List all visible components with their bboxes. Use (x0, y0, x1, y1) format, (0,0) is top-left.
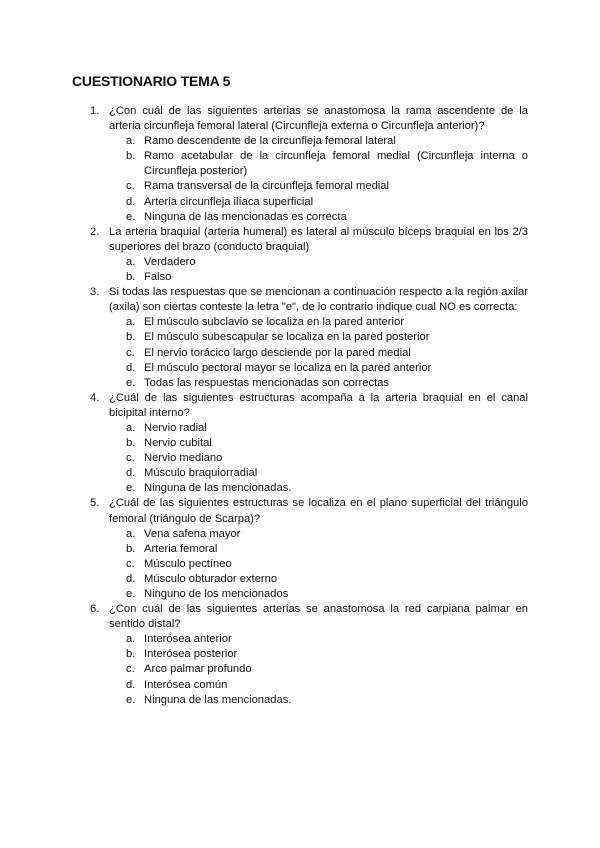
option-text: Rama transversal de la circunfleja femoral medial (144, 180, 389, 193)
option-text: El nervio torácico largo desciende por la pared medial (144, 346, 411, 359)
answer-option (126, 346, 528, 361)
option-text: Ninguna de las mencionadas. (144, 693, 292, 706)
option-label: c. (126, 663, 135, 676)
option-text: Músculo obturador externo (144, 572, 278, 585)
question-text: ¿Cuál de las siguientes estructuras acompaña a la arteria braquial en el canal bicipital interno? (109, 391, 528, 419)
answer-option (126, 436, 528, 451)
option-label: a. (126, 633, 136, 646)
option-text: Arco palmar profundo (144, 663, 252, 676)
option-label: b. (126, 271, 136, 284)
answer-option (126, 255, 528, 270)
question-number: 4. (90, 391, 100, 404)
option-text: Músculo braquiorradial (144, 467, 258, 480)
question-item (90, 602, 528, 708)
option-text: Arteria femoral (144, 542, 218, 555)
option-text: Interósea anterior (144, 633, 232, 646)
option-label: e. (126, 210, 136, 223)
option-list (90, 134, 528, 225)
option-text: Falso (144, 271, 172, 284)
option-text: Nervio cubital (144, 437, 212, 450)
option-text: Interósea posterior (144, 648, 238, 661)
question-item (90, 225, 528, 285)
option-text: Ninguna de las mencionadas es correcta (144, 210, 347, 223)
option-label: e. (126, 693, 136, 706)
option-text: Todas las respuestas mencionadas son correctas (144, 376, 390, 389)
question-number: 5. (90, 497, 100, 510)
option-label: b. (126, 542, 136, 555)
question-text: Si todas las respuestas que se mencionan a continuación respecto a la región axilar (axila) son ciertas conteste la letra "e", de lo contrario indique cual NO es correcta: (109, 286, 528, 314)
option-text: Nervio mediano (144, 452, 223, 465)
answer-option (126, 195, 528, 210)
option-label: d. (126, 195, 136, 208)
option-label: e. (126, 588, 136, 600)
answer-option (126, 662, 528, 677)
option-text: El músculo pectoral mayor se localiza en la pared anterior (144, 361, 432, 374)
option-label: b. (126, 648, 136, 661)
answer-option (126, 647, 528, 662)
option-label: d. (126, 467, 136, 480)
option-label: d. (126, 572, 136, 585)
option-label: d. (126, 678, 136, 691)
option-text: Verdadero (144, 255, 196, 268)
question-item (90, 285, 528, 391)
question-number: 1. (90, 105, 100, 117)
question-text: La arteria braquial (arteria humeral) es lateral al músculo bíceps braquial en los 2/3 superiores del brazo (conducto braquial) (109, 225, 528, 253)
option-text: El músculo subescapular se localiza en la pared posterior (144, 331, 430, 344)
answer-option (126, 134, 528, 149)
option-label: a. (126, 527, 136, 540)
question-number: 6. (90, 603, 100, 616)
answer-option (126, 376, 528, 391)
option-list (90, 527, 528, 602)
answer-option (126, 527, 528, 542)
question-text: ¿Cuál de las siguientes estructuras se localiza en el plano superficial del triángulo femoral (triángulo de Scarpa)? (109, 497, 528, 525)
option-text: Interósea común (144, 678, 228, 691)
option-text: Ninguno de los mencionados (144, 588, 289, 600)
answer-option (126, 693, 528, 708)
option-label: b. (126, 437, 136, 450)
option-label: a. (126, 421, 136, 434)
option-text: El músculo subclavio se localiza en la pared anterior (144, 316, 404, 329)
question-number: 3. (90, 286, 100, 299)
option-list (90, 421, 528, 496)
answer-option (126, 678, 528, 693)
option-list (90, 255, 528, 285)
answer-option (126, 361, 528, 376)
answer-option (126, 210, 528, 225)
option-text: Músculo pectíneo (144, 557, 232, 570)
answer-option (126, 481, 528, 496)
option-list (90, 315, 528, 390)
answer-option (126, 330, 528, 345)
option-label: c. (126, 346, 135, 359)
option-text: Arteria circunfleja ilíaca superficial (144, 195, 314, 208)
question-item (90, 391, 528, 497)
answer-option (126, 466, 528, 481)
answer-option (126, 451, 528, 466)
option-label: c. (126, 180, 135, 193)
option-label: e. (126, 376, 136, 389)
option-list (90, 632, 528, 707)
question-item (90, 496, 528, 602)
question-list (90, 104, 528, 708)
answer-option (126, 587, 528, 602)
answer-option (126, 557, 528, 572)
answer-option (126, 542, 528, 557)
answer-option (126, 572, 528, 587)
question-text: ¿Con cuál de las siguientes arterias se anastomosa la red carpiana palmar en sentido distal? (109, 603, 528, 631)
option-label: e. (126, 482, 136, 495)
option-label: a. (126, 135, 136, 148)
option-text: Ramo acetabular de la circunfleja femoral medial (Circunfleja interna o Circunfleja posterior) (144, 150, 528, 178)
question-text: ¿Con cuál de las siguientes arterias se anastomosa la rama ascendente de la arteria circunfleja femoral lateral (Circunfleja externa o Circunfleja anterior)? (109, 105, 528, 133)
page-title: CUESTIONARIO TEMA 5 (72, 73, 231, 89)
option-text: Vena safena mayor (144, 527, 241, 540)
answer-option (126, 315, 528, 330)
option-label: b. (126, 331, 136, 344)
option-label: c. (126, 452, 135, 465)
answer-option (126, 632, 528, 647)
answer-option (126, 149, 528, 179)
option-text: Ninguna de las mencionadas. (144, 482, 292, 495)
option-label: a. (126, 255, 136, 268)
question-number: 2. (90, 225, 100, 238)
question-item (90, 104, 528, 225)
answer-option (126, 270, 528, 285)
option-label: a. (126, 316, 136, 329)
option-text: Ramo descendente de la circunfleja femoral lateral (144, 135, 396, 148)
answer-option (126, 179, 528, 194)
option-label: c. (126, 557, 135, 570)
option-text: Nervio radial (144, 421, 207, 434)
option-label: d. (126, 361, 136, 374)
option-label: b. (126, 150, 136, 163)
answer-option (126, 421, 528, 436)
